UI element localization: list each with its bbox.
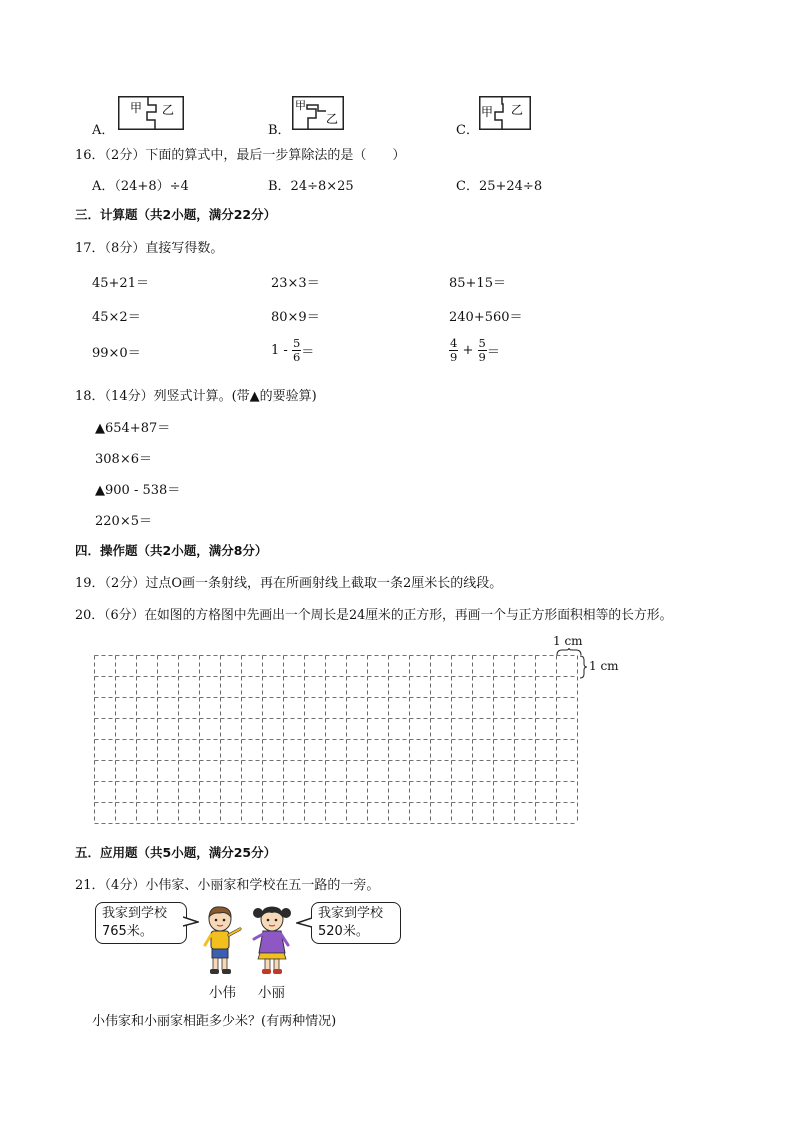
q18-item: 220×5＝: [95, 514, 152, 529]
q15-a-yi-label: 乙: [162, 103, 175, 117]
bubble-line: 我家到学校: [318, 906, 384, 921]
bubble-tail-left-icon: [183, 916, 199, 928]
q20-unit-right: 1 cm: [589, 659, 619, 673]
q17-item: 45×2＝: [92, 310, 141, 325]
speech-bubble-xiaoli: [311, 902, 401, 944]
q16-option-b: B．24÷8×25: [268, 179, 354, 194]
q17-stem: 17．（8分）直接写得数。: [75, 241, 224, 256]
q15-c-yi-label: 乙: [511, 103, 524, 117]
boy-xiaowei-icon: [200, 905, 244, 977]
section-5-heading: 五．应用题（共5小题，满分25分）: [75, 845, 277, 860]
q21-question: 小伟家和小丽家相距多少米？(有两种情况): [92, 1014, 337, 1029]
q15-option-b-letter: B．: [268, 123, 291, 138]
q17-fraction: $\frac{4}{9}$: [450, 336, 458, 364]
q16-stem: 16．（2分）下面的算式中，最后一步算除法的是（ ）: [75, 148, 406, 163]
girl-xiaoli-icon: [250, 903, 294, 977]
q17-expr-tail: ＝: [301, 345, 315, 360]
q20-dashed-grid: [94, 655, 580, 825]
q17-item: 240+560＝: [449, 310, 523, 325]
q17-fraction-expr-1: [271, 337, 314, 364]
q21-stem: 21．（4分）小伟家、小丽家和学校在五一路的一旁。: [75, 878, 380, 893]
name-xiaoli: 小丽: [258, 985, 285, 1001]
q17-fraction: $\frac{5}{6}$: [292, 336, 301, 364]
q20-unit-top: 1 cm: [553, 634, 583, 648]
q15-option-a-figure: [118, 96, 184, 130]
q15-option-a-letter: A．: [92, 123, 115, 138]
q17-item: 23×3＝: [271, 276, 320, 291]
q15-c-jia-label: 甲: [481, 105, 494, 119]
section-3-heading: 三．计算题（共2小题，满分22分）: [75, 207, 277, 222]
q17-item: 85+15＝: [449, 276, 506, 291]
q15-option-c-figure: [479, 96, 531, 130]
q17-fraction-expr-2: [449, 337, 500, 364]
bubble-line: 520米。: [318, 924, 369, 939]
q17-item: 99×0＝: [92, 346, 141, 361]
section-4-heading: 四．操作题（共2小题，满分8分）: [75, 543, 268, 558]
speech-bubble-xiaowei: [95, 902, 187, 944]
q15-b-jia-label: 甲: [295, 99, 306, 112]
q17-expr-lead: 1 -: [271, 343, 288, 358]
q18-stem: 18．（14分）列竖式计算。(带▲的要验算): [75, 389, 317, 404]
q18-item: ▲654+87＝: [95, 421, 171, 436]
q15-a-jia-label: 甲: [130, 101, 143, 115]
name-xiaowei: 小伟: [209, 985, 236, 1001]
q18-item: ▲900 - 538＝: [95, 483, 181, 498]
q20-stem: 20．（6分）在如图的方格图中先画出一个周长是24厘米的正方形，再画一个与正方形面积相等的长方形。: [75, 608, 673, 623]
q20-brace-right: [579, 655, 588, 679]
q19-stem: 19．（2分）过点O画一条射线，再在所画射线上截取一条2厘米长的线段。: [75, 576, 503, 591]
bubble-line: 我家到学校: [102, 906, 168, 921]
q15-option-c-letter: C．: [456, 123, 479, 138]
q16-option-a: A．（24+8）÷4: [92, 179, 189, 194]
bubble-tail-right-icon: [296, 917, 312, 929]
q17-item: 45+21＝: [92, 276, 149, 291]
q17-expr-tail: ＝: [486, 345, 500, 360]
bubble-line: 765米。: [102, 924, 153, 939]
q15-option-b-figure: [292, 96, 344, 130]
q17-fraction: $\frac{5}{9}$: [478, 336, 486, 364]
q17-item: 80×9＝: [271, 310, 320, 325]
q18-item: 308×6＝: [95, 452, 152, 467]
q15-b-yi-label: 乙: [326, 112, 339, 126]
q17-expr-op: +: [462, 343, 474, 358]
q16-option-c: C．25+24÷8: [456, 179, 543, 194]
